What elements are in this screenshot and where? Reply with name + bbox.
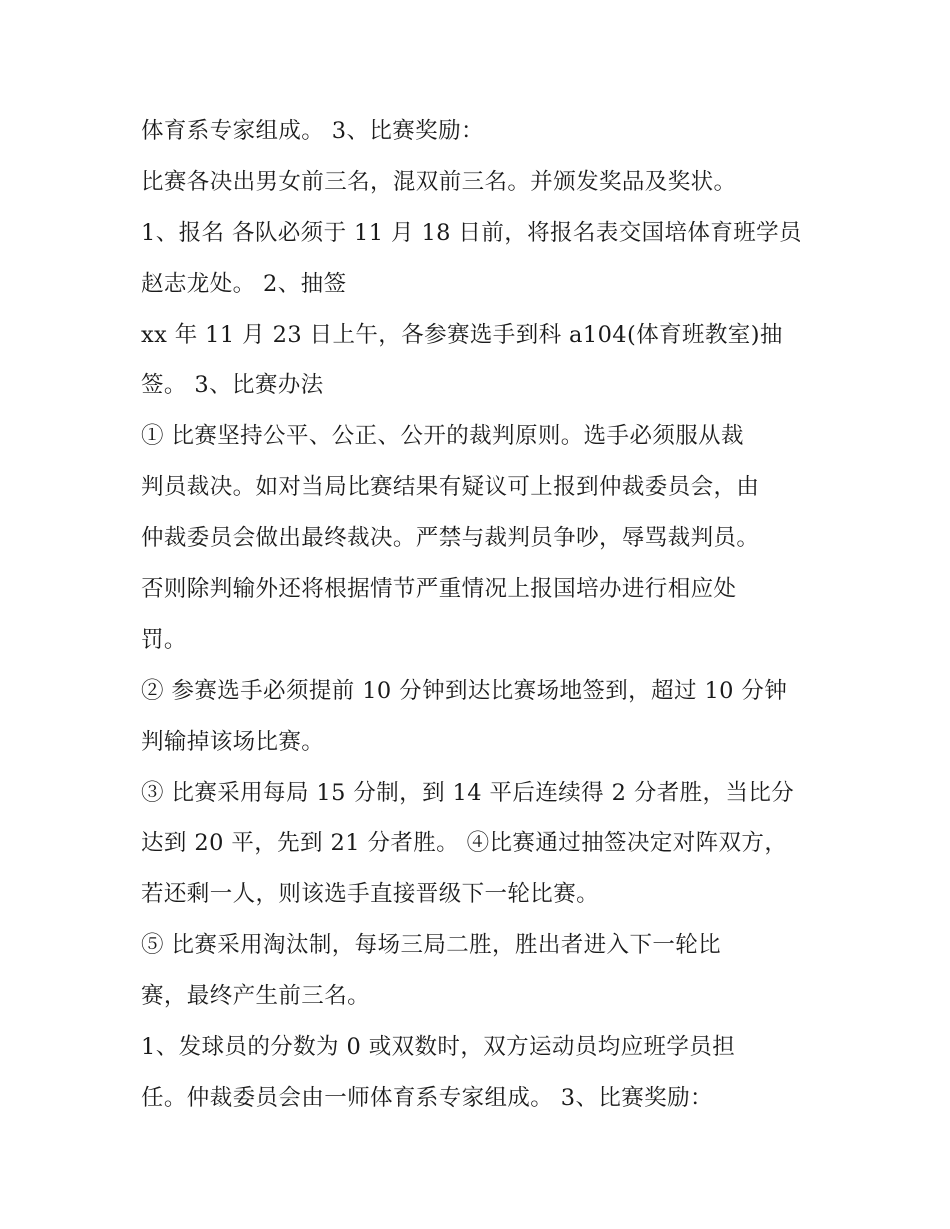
document-body bbox=[141, 111, 841, 1129]
text-line: 比赛各决出男女前三名，混双前三名。并颁发奖品及奖状。 bbox=[141, 168, 737, 195]
text-line: 罚。 bbox=[141, 626, 187, 653]
text-line: 仲裁委员会做出最终裁决。严禁与裁判员争吵，辱骂裁判员。 bbox=[141, 525, 760, 552]
text-line: 达到 20 平，先到 21 分者胜。 ④比赛通过抽签决定对阵双方， bbox=[141, 830, 788, 857]
text-line: 判输掉该场比赛。 bbox=[141, 728, 325, 755]
text-line: 赛，最终产生前三名。 bbox=[141, 983, 371, 1010]
text-line: 判员裁决。如对当局比赛结果有疑议可上报到仲裁委员会，由 bbox=[141, 474, 760, 501]
text-line: ① 比赛坚持公平、公正、公开的裁判原则。选手必须服从裁 bbox=[141, 423, 744, 450]
text-line: 1、发球员的分数为 0 或双数时，双方运动员均应班学员担 bbox=[141, 1034, 736, 1061]
text-line: xx 年 11 月 23 日上午，各参赛选手到科 a104(体育班教室)抽 bbox=[141, 321, 783, 348]
text-line: 赵志龙处。 2、抽签 bbox=[141, 270, 347, 297]
text-line: 体育系专家组成。 3、比赛奖励： bbox=[141, 118, 484, 144]
text-line: 签。 3、比赛办法 bbox=[141, 372, 324, 399]
text-line: 1、报名 各队必须于 11 月 18 日前，将报名表交国培体育班学员 bbox=[141, 219, 802, 246]
text-line: 任。仲裁委员会由一师体育系专家组成。 3、比赛奖励： bbox=[141, 1084, 713, 1111]
text-line: ② 参赛选手必须提前 10 分钟到达比赛场地签到，超过 10 分钟 bbox=[141, 677, 788, 704]
text-line: ③ 比赛采用每局 15 分制，到 14 平后连续得 2 分者胜，当比分 bbox=[141, 779, 795, 806]
text-line: ⑤ 比赛采用淘汰制，每场三局二胜，胜出者进入下一轮比 bbox=[141, 932, 722, 959]
text-line: 若还剩一人，则该选手直接晋级下一轮比赛。 bbox=[141, 881, 600, 908]
text-line: 否则除判输外还将根据情节严重情况上报国培办进行相应处 bbox=[141, 576, 737, 603]
